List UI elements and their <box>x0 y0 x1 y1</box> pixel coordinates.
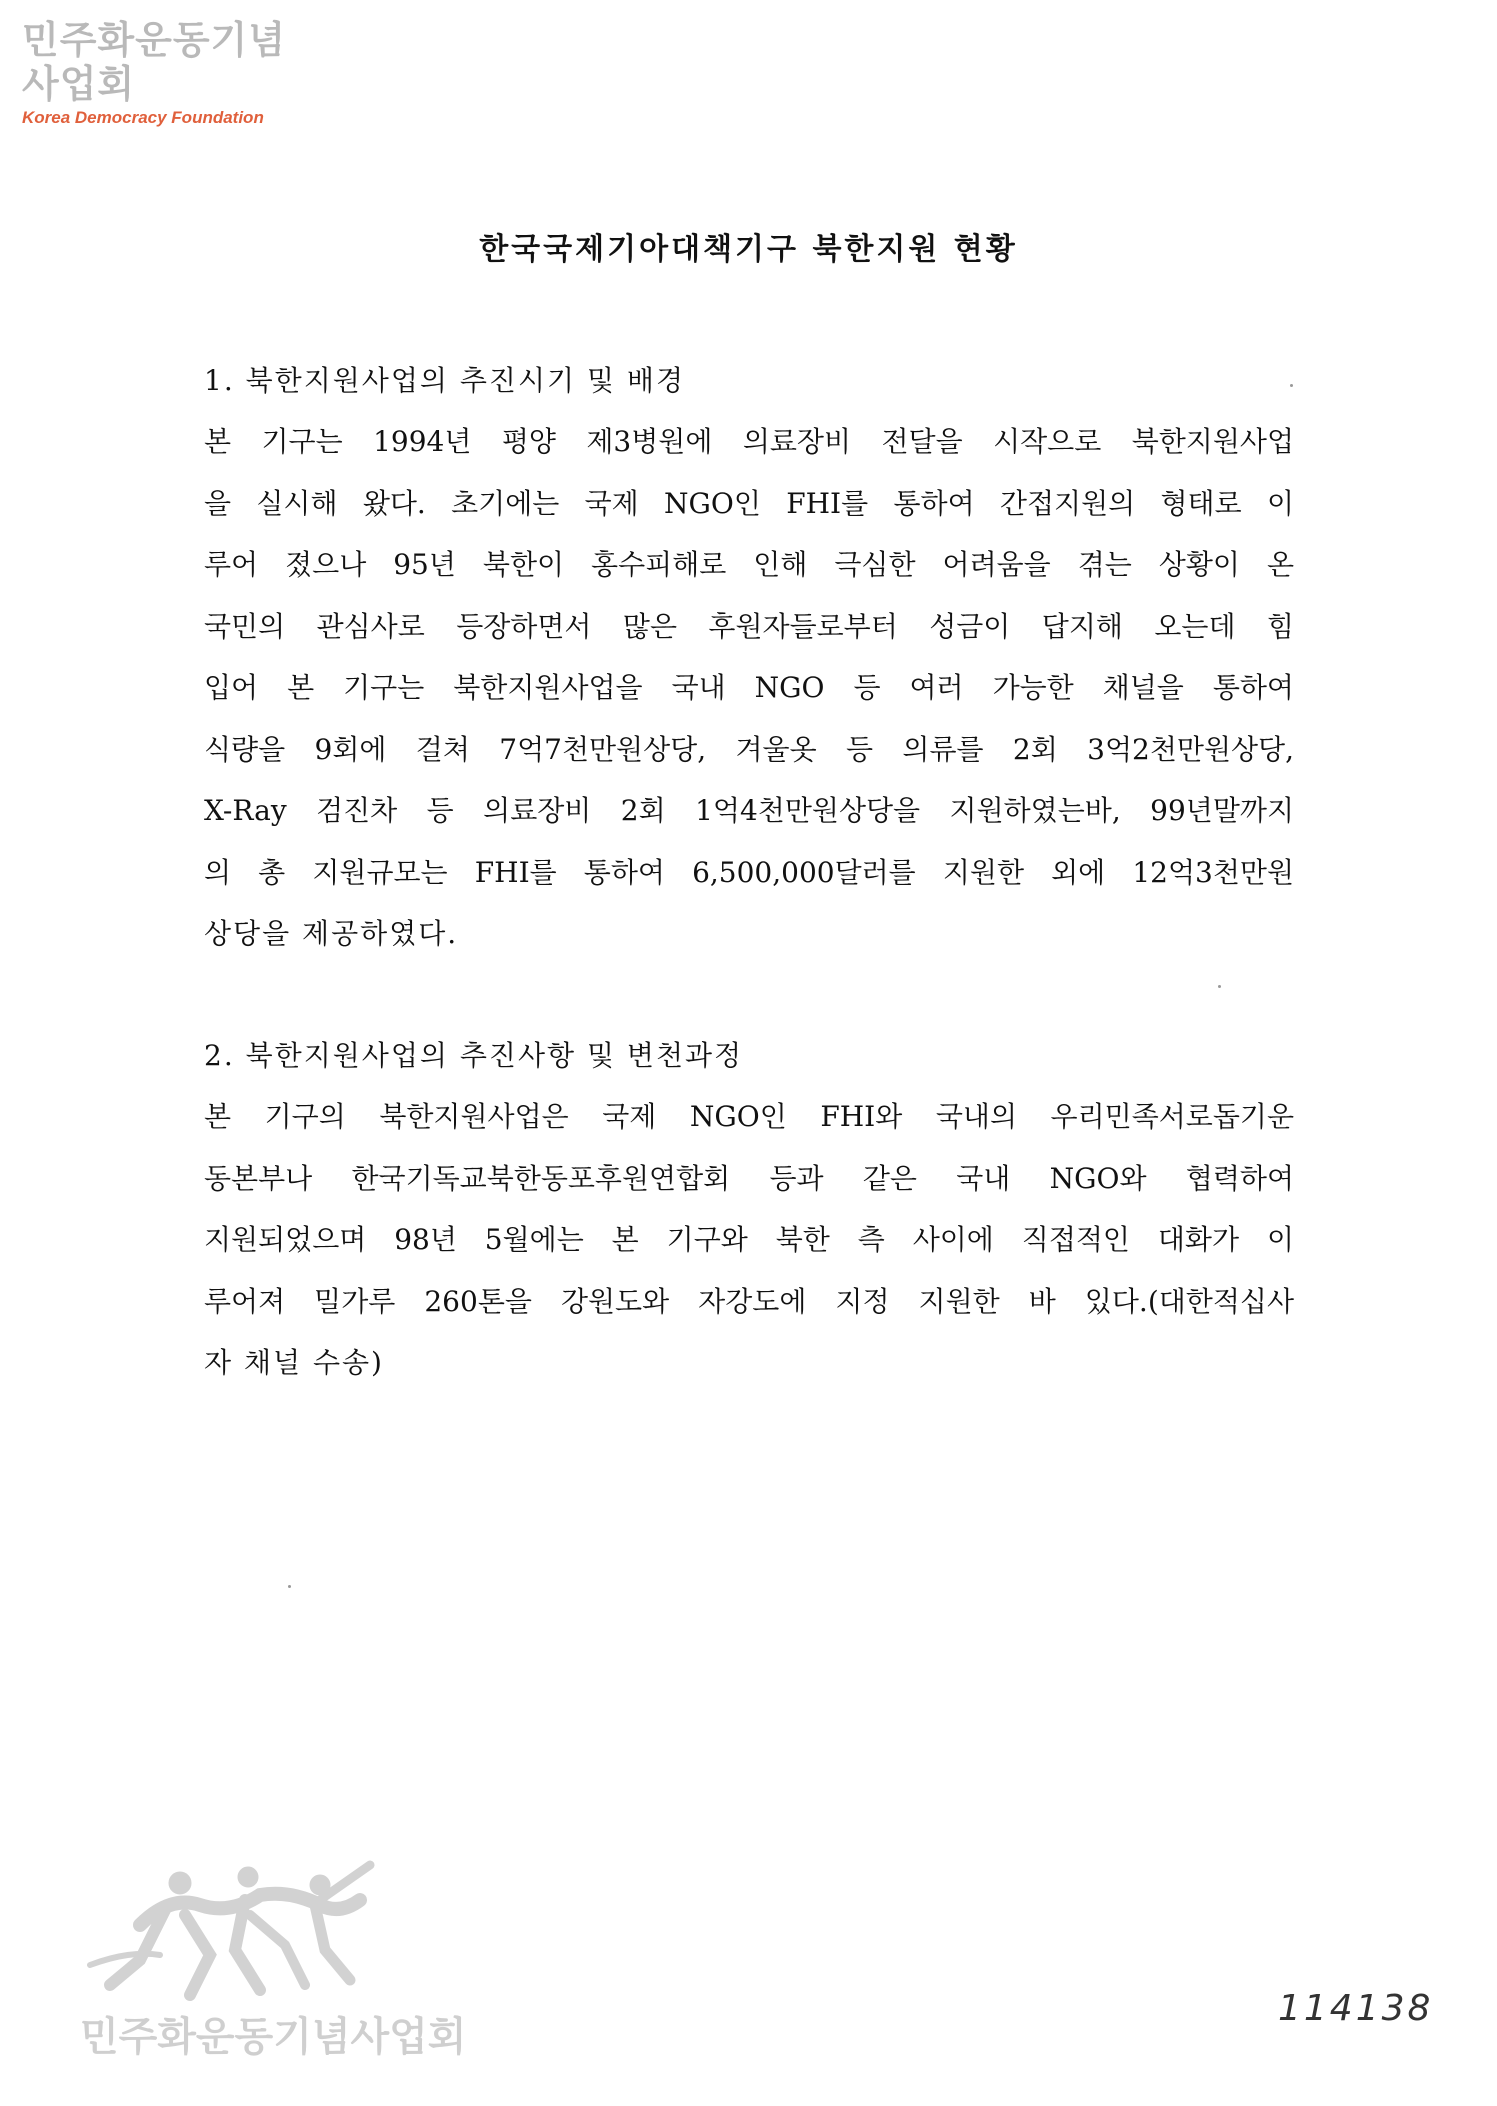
paragraph-line: 을 실시해 왔다. 초기에는 국제 NGO인 FHI를 통하여 간접지원의 형태로 이 <box>204 486 1294 520</box>
paragraph-line: 상당을 제공하였다. <box>204 917 459 950</box>
paragraph-line: 본 기구의 북한지원사업은 국제 NGO인 FHI와 국내의 우리민족서로돕기운 <box>204 1100 1294 1133</box>
paragraph-line: 식량을 9회에 걸쳐 7억7천만원상당, 겨울옷 등 의류를 2회 3억2천만원상당, <box>204 732 1294 766</box>
scan-speck <box>1218 985 1221 988</box>
scan-speck <box>1290 384 1293 387</box>
section-heading: 2. 북한지원사업의 추진사항 및 변천과정 <box>204 1039 744 1072</box>
footer-logo-korean: 민주화운동기념사업회 <box>80 2014 467 2060</box>
header-logo-korean: 민주화운동기념사업회 <box>22 18 286 106</box>
paragraph-line: 루어져 밀가루 260톤을 강원도와 자강도에 지정 지원한 바 있다.(대한적십사 <box>204 1284 1294 1318</box>
paragraph-line: 루어 졌으나 95년 북한이 홍수피해로 인해 극심한 어려움을 겪는 상황이 온 <box>204 548 1294 581</box>
paragraph-line: 지원되었으며 98년 5월에는 본 기구와 북한 측 사이에 직접적인 대화가 이 <box>204 1223 1294 1256</box>
header-logo <box>22 18 322 128</box>
header-logo-english: Korea Democracy Foundation <box>22 108 264 127</box>
paragraph-line: 국민의 관심사로 등장하면서 많은 후원자들로부터 성금이 답지해 오는데 힘 <box>204 609 1294 643</box>
page-number: 114138 <box>1278 1988 1434 2029</box>
section-heading: 1. 북한지원사업의 추진시기 및 배경 <box>204 364 685 397</box>
section-1 <box>204 350 1294 965</box>
scan-speck <box>288 1585 291 1588</box>
paragraph-line: 동본부나 한국기독교북한동포후원연합회 등과 같은 국내 NGO와 협력하여 <box>204 1161 1294 1195</box>
section-2 <box>204 1025 1294 1394</box>
document-title: 한국국제기아대책기구 북한지원 현황 <box>479 232 1018 267</box>
paragraph-line: 본 기구는 1994년 평양 제3병원에 의료장비 전달을 시작으로 북한지원사업 <box>204 425 1294 458</box>
paragraph-line: X-Ray 검진차 등 의료장비 2회 1억4천만원상당을 지원하였는바, 99년말까지 <box>204 794 1294 827</box>
running-figures-logo-icon <box>70 1855 400 2005</box>
footer-logo <box>70 1855 467 2060</box>
paragraph-line: 자 채널 수송) <box>204 1346 384 1379</box>
paragraph-line: 의 총 지원규모는 FHI를 통하여 6,500,000달러를 지원한 외에 12억3천만원 <box>204 855 1294 889</box>
paragraph-line: 입어 본 기구는 북한지원사업을 국내 NGO 등 여러 가능한 채널을 통하여 <box>204 671 1294 704</box>
